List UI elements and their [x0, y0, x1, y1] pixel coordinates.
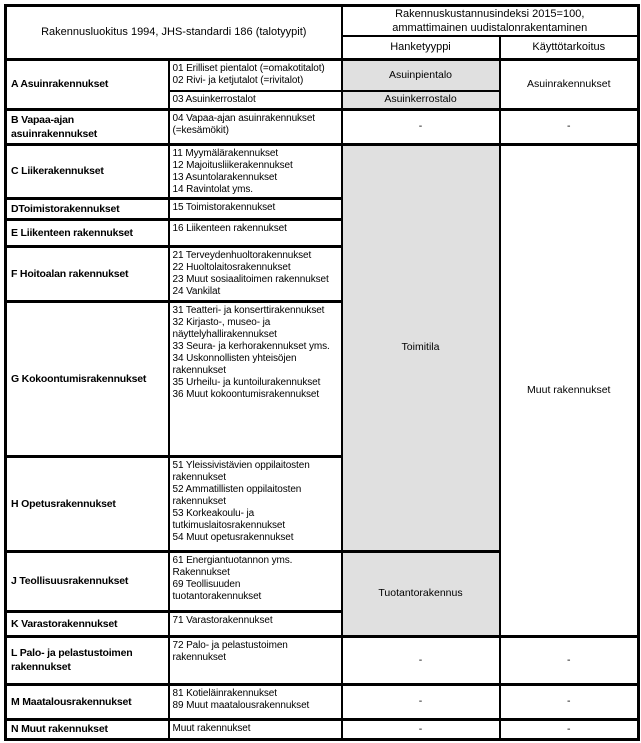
kayttotarkoitus-m-dash: -: [500, 684, 639, 719]
hanketyyppi-toimitila: Toimitila: [342, 144, 500, 551]
category-a-label: A Asuinrakennukset: [6, 59, 169, 109]
table-row-n: [6, 719, 639, 739]
category-b-codes: 04 Vapaa-ajan asuinrakennukset (=kesämökit): [169, 109, 342, 144]
category-l-codes: 72 Palo- ja pelastustoimen rakennukset: [169, 636, 342, 684]
hanketyyppi-n-dash: -: [342, 719, 500, 739]
category-l-label: L Palo- ja pelastustoimen rakennukset: [6, 636, 169, 684]
hanketyyppi-asuinpientalo: Asuinpientalo: [342, 59, 500, 91]
category-f-label: F Hoitoalan rakennukset: [6, 246, 169, 301]
category-f-codes: 21 Terveydenhuoltorakennukset 22 Huoltolaitosrakennukset 23 Muut sosiaalitoimen rakennukset 24 Vankilat: [169, 246, 342, 301]
table-row-l: [6, 636, 639, 684]
hanketyyppi-b-dash: -: [342, 109, 500, 144]
header-row-top: [6, 6, 639, 37]
hanketyyppi-tuotantorakennus: Tuotantorakennus: [342, 551, 500, 636]
category-g-codes: 31 Teatteri- ja konserttirakennukset 32 Kirjasto-, museo- ja näyttelyhallirakennukset 33 Seura- ja kerhorakennukset yms. 34 Uskonnollisten yhteisöjen rakennukset 35 Urheilu- ja kuntoilurakennukset 36 Muut kokoontumisrakennukset: [169, 301, 342, 456]
category-d-label: DToimistorakennukset: [6, 198, 169, 219]
category-j-codes: 61 Energiantuotannon yms. Rakennukset 69 Teollisuuden tuotantorakennukset: [169, 551, 342, 611]
category-n-codes: Muut rakennukset: [169, 719, 342, 739]
header-right-title: Rakennuskustannusindeksi 2015=100, ammattimainen uudistalonrakentaminen: [342, 6, 639, 37]
hanketyyppi-l-dash: -: [342, 636, 500, 684]
category-c-codes: 11 Myymälärakennukset 12 Majoitusliikerakennukset 13 Asuntolarakennukset 14 Ravintolat yms.: [169, 144, 342, 198]
category-k-label: K Varastorakennukset: [6, 611, 169, 636]
category-b-label: B Vapaa-ajan asuinrakennukset: [6, 109, 169, 144]
kayttotarkoitus-l-dash: -: [500, 636, 639, 684]
category-a-codes-top: 01 Erilliset pientalot (=omakotitalot) 02 Rivi- ja ketjutalot (=rivitalot): [169, 59, 342, 91]
category-h-label: H Opetusrakennukset: [6, 456, 169, 551]
hanketyyppi-asuinkerrostalo: Asuinkerrostalo: [342, 91, 500, 109]
category-g-label: G Kokoontumisrakennukset: [6, 301, 169, 456]
column-header-kayttotarkoitus: Käyttötarkoitus: [500, 36, 639, 59]
category-n-label: N Muut rakennukset: [6, 719, 169, 739]
category-k-codes: 71 Varastorakennukset: [169, 611, 342, 636]
category-a-codes-bottom: 03 Asuinkerrostalot: [169, 91, 342, 109]
kayttotarkoitus-muut-rakennukset: Muut rakennukset: [500, 144, 639, 636]
category-d-codes: 15 Toimistorakennukset: [169, 198, 342, 219]
category-m-codes: 81 Kotieläinrakennukset 89 Muut maatalousrakennukset: [169, 684, 342, 719]
header-left-title: Rakennusluokitus 1994, JHS-standardi 186 (talotyypit): [6, 6, 342, 60]
kayttotarkoitus-n-dash: -: [500, 719, 639, 739]
hanketyyppi-m-dash: -: [342, 684, 500, 719]
kayttotarkoitus-asuinrakennukset: Asuinrakennukset: [500, 59, 639, 109]
building-classification-table: [4, 4, 640, 741]
kayttotarkoitus-b-dash: -: [500, 109, 639, 144]
column-header-hanketyyppi: Hanketyyppi: [342, 36, 500, 59]
table-row-b: [6, 109, 639, 144]
table-row-c: [6, 144, 639, 198]
category-h-codes: 51 Yleissivistävien oppilaitosten rakennukset 52 Ammatillisten oppilaitosten rakennukset 53 Korkeakoulu- ja tutkimuslaitosrakennukset 54 Muut opetusrakennukset: [169, 456, 342, 551]
table-row-m: [6, 684, 639, 719]
category-c-label: C Liikerakennukset: [6, 144, 169, 198]
category-e-label: E Liikenteen rakennukset: [6, 219, 169, 246]
table-row-a1: [6, 59, 639, 91]
category-e-codes: 16 Liikenteen rakennukset: [169, 219, 342, 246]
category-j-label: J Teollisuusrakennukset: [6, 551, 169, 611]
category-m-label: M Maatalousrakennukset: [6, 684, 169, 719]
